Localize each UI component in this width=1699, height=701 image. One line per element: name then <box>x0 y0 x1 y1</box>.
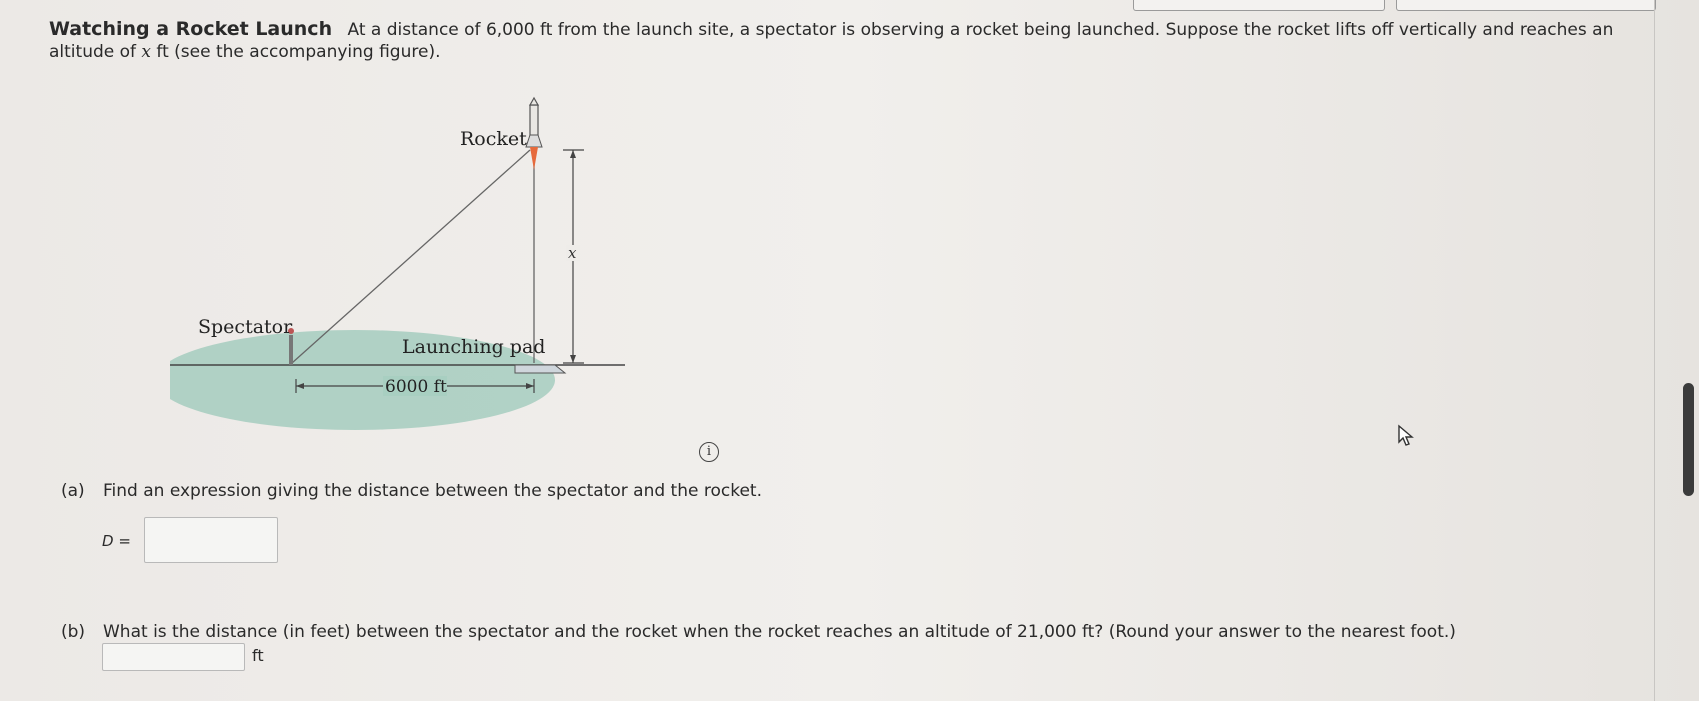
part-b-question <box>61 622 1456 642</box>
part-a-text: Find an expression giving the distance between the spectator and the rocket. <box>103 481 762 501</box>
part-a-question <box>61 481 762 501</box>
altitude-label: x <box>568 244 577 262</box>
problem-var-x: x <box>141 42 152 62</box>
answer-b-unit: ft <box>252 646 264 665</box>
part-b-letter: (b) <box>61 622 86 642</box>
spectator-label: Spectator <box>198 316 293 338</box>
mouse-cursor-icon <box>1397 424 1417 448</box>
problem-title: Watching a Rocket Launch <box>49 18 333 40</box>
rocket-figure <box>170 95 710 435</box>
part-b-text: What is the distance (in feet) between the spectator and the rocket when the rocket reaches an altitude of 21,000 ft? (Round your answer to the nearest foot.) <box>103 622 1456 642</box>
problem-statement <box>49 18 1649 63</box>
rocket-label: Rocket <box>460 128 527 150</box>
sight-line <box>292 150 530 363</box>
answer-b-input[interactable] <box>102 643 245 671</box>
d-label <box>102 532 131 550</box>
panel-divider <box>1654 0 1655 701</box>
launch-pad-icon <box>515 365 565 373</box>
scrollbar-thumb[interactable] <box>1683 383 1694 496</box>
pad-label: Launching pad <box>402 336 546 358</box>
problem-text-1: At a distance of 6,000 ft from the launch site, a spectator is observing a rocket being launched. Suppose the rocket lifts off vertically and reaches an altitude of <box>49 20 1614 62</box>
problem-text-2: ft (see the accompanying figure). <box>156 42 441 62</box>
top-tab-1[interactable] <box>1133 0 1385 11</box>
answer-a-input[interactable] <box>144 517 278 563</box>
d-var: D <box>102 532 114 550</box>
info-icon[interactable]: i <box>699 442 719 462</box>
rocket-icon <box>526 98 542 170</box>
d-equals: = <box>118 532 131 550</box>
distance-label: 6000 ft <box>385 377 447 397</box>
part-a-letter: (a) <box>61 481 85 501</box>
top-tab-2[interactable] <box>1396 0 1656 11</box>
